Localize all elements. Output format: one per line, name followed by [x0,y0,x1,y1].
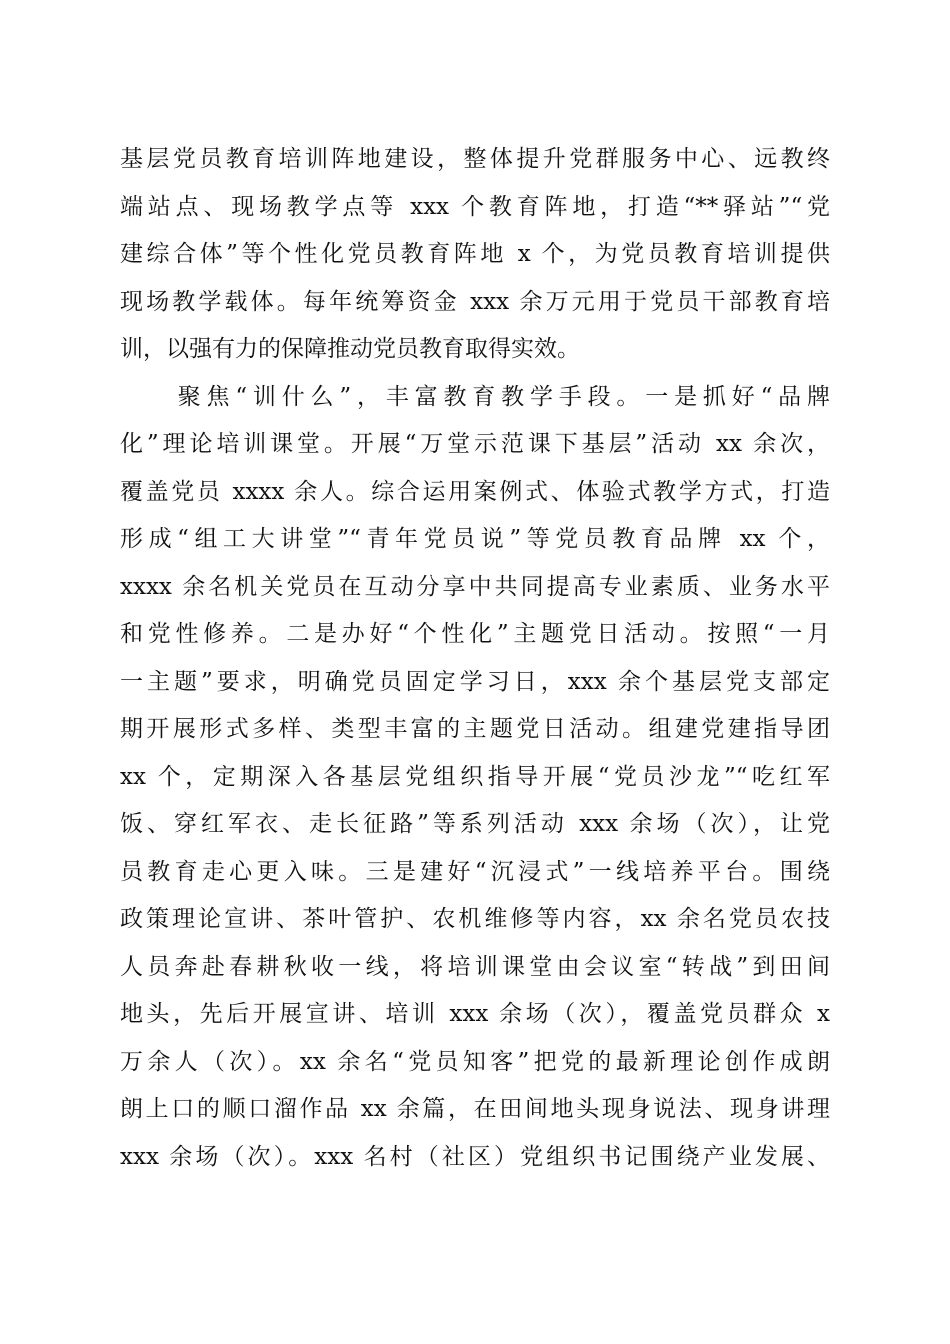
text-line: 员教育走心更入味。三是建好“沉浸式”一线培养平台。围绕 [120,858,830,885]
paragraph-1 [120,136,830,374]
text-line: 万余人（次）。xx 余名“党员知客”把党的最新理论创作成朗 [120,1048,830,1075]
text-line: 基层党员教育培训阵地建设，整体提升党群服务中心、远教终 [120,146,830,172]
text-line: 和党性修养。二是办好“个性化”主题党日活动。按照“一月 [120,621,830,647]
text-line: xx 个，定期深入各基层党组织指导开展“党员沙龙”“吃红军 [120,763,830,790]
text-line: 地头，先后开展宣讲、培训 xxx 余场（次），覆盖党员群众 x [120,1001,830,1027]
text-line: 人员奔赴春耕秋收一线，将培训课堂由会议室“转战”到田间 [120,953,830,980]
text-line: 端站点、现场教学点等 xxx 个教育阵地，打造“**驿站”“党 [120,193,830,220]
text-line: 聚焦“训什么”，丰富教育教学手段。一是抓好“品牌 [120,383,830,410]
text-line: 一主题”要求，明确党员固定学习日，xxx 余个基层党支部定 [120,668,830,695]
text-line: 化”理论培训课堂。开展“万堂示范课下基层”活动 xx 余次， [120,431,830,457]
text-line: 建综合体”等个性化党员教育阵地 x 个，为党员教育培训提供 [120,241,830,267]
text-line: 饭、穿红军衣、走长征路”等系列活动 xxx 余场（次），让党 [120,811,830,837]
text-line: xxx 余场（次）。xxx 名村（社区）党组织书记围绕产业发展、 [120,1143,830,1170]
text-line: 训，以强有力的保障推动党员教育取得实效。 [120,336,580,362]
text-line: 朗上口的顺口溜作品 xx 余篇，在田间地头现身说法、现身讲理 [120,1096,830,1122]
text-line: xxxx 余名机关党员在互动分享中共同提高专业素质、业务水平 [120,573,830,600]
paragraph-2 [120,374,830,1182]
text-line: 形成“组工大讲堂”“青年党员说”等党员教育品牌 xx 个， [120,526,830,552]
document-body [120,136,830,1181]
text-line: 政策理论宣讲、茶叶管护、农机维修等内容，xx 余名党员农技 [120,906,830,932]
text-line: 期开展形式多样、类型丰富的主题党日活动。组建党建指导团 [120,716,830,742]
text-line: 现场教学载体。每年统筹资金 xxx 余万元用于党员干部教育培 [120,288,830,315]
text-line: 覆盖党员 xxxx 余人。综合运用案例式、体验式教学方式，打造 [120,478,830,505]
